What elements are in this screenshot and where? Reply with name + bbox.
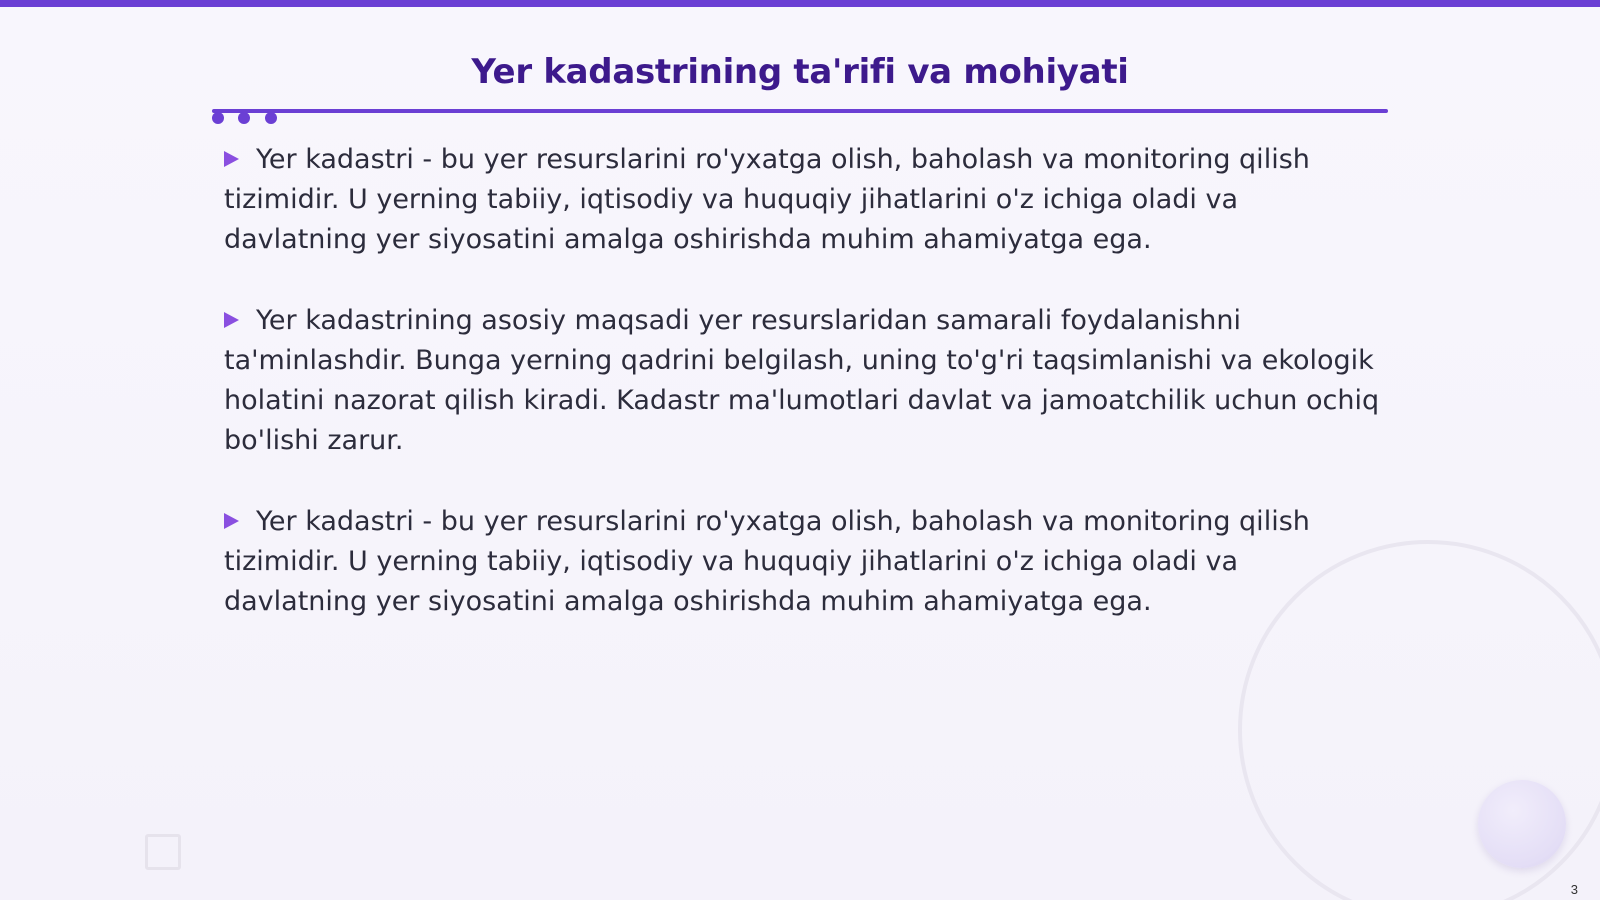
paragraph-text: Yer kadastri - bu yer resurslarini ro'yxatga olish, baholash va monitoring qilish tizimidir. U yerning tabiiy, iqtisodiy va huquqiy jihatlarini o'z ichiga oladi va davlatning yer siyosatini amalga oshirishda muhim ahamiyatga ega.	[224, 506, 1310, 617]
bullet-paragraph	[224, 502, 1384, 622]
triangle-right-icon	[224, 312, 239, 328]
title-underline	[212, 109, 1388, 113]
decor-dot	[265, 112, 277, 124]
top-accent-bar	[0, 0, 1600, 7]
decorative-square	[145, 834, 181, 870]
slide-content	[224, 140, 1384, 663]
triangle-right-icon	[224, 513, 239, 529]
decor-dot	[238, 112, 250, 124]
paragraph-text: Yer kadastrining asosiy maqsadi yer resurslaridan samarali foydalanishni ta'minlashdir. Bunga yerning qadrini belgilash, uning to'g'ri taqsimlanishi va ekologik holatini nazorat qilish kiradi. Kadastr ma'lumotlari davlat va jamoatchilik uchun ochiq bo'lishi zarur.	[224, 305, 1380, 456]
bullet-paragraph	[224, 140, 1384, 260]
triangle-right-icon	[224, 151, 239, 167]
bullet-paragraph	[224, 301, 1384, 461]
decor-dot	[212, 112, 224, 124]
page-number: 3	[1570, 882, 1578, 897]
paragraph-text: Yer kadastri - bu yer resurslarini ro'yxatga olish, baholash va monitoring qilish tizimidir. U yerning tabiiy, iqtisodiy va huquqiy jihatlarini o'z ichiga oladi va davlatning yer siyosatini amalga oshirishda muhim ahamiyatga ega.	[224, 144, 1310, 255]
decorative-bubble	[1478, 780, 1566, 868]
slide-title: Yer kadastrining ta'rifi va mohiyati	[471, 52, 1129, 92]
